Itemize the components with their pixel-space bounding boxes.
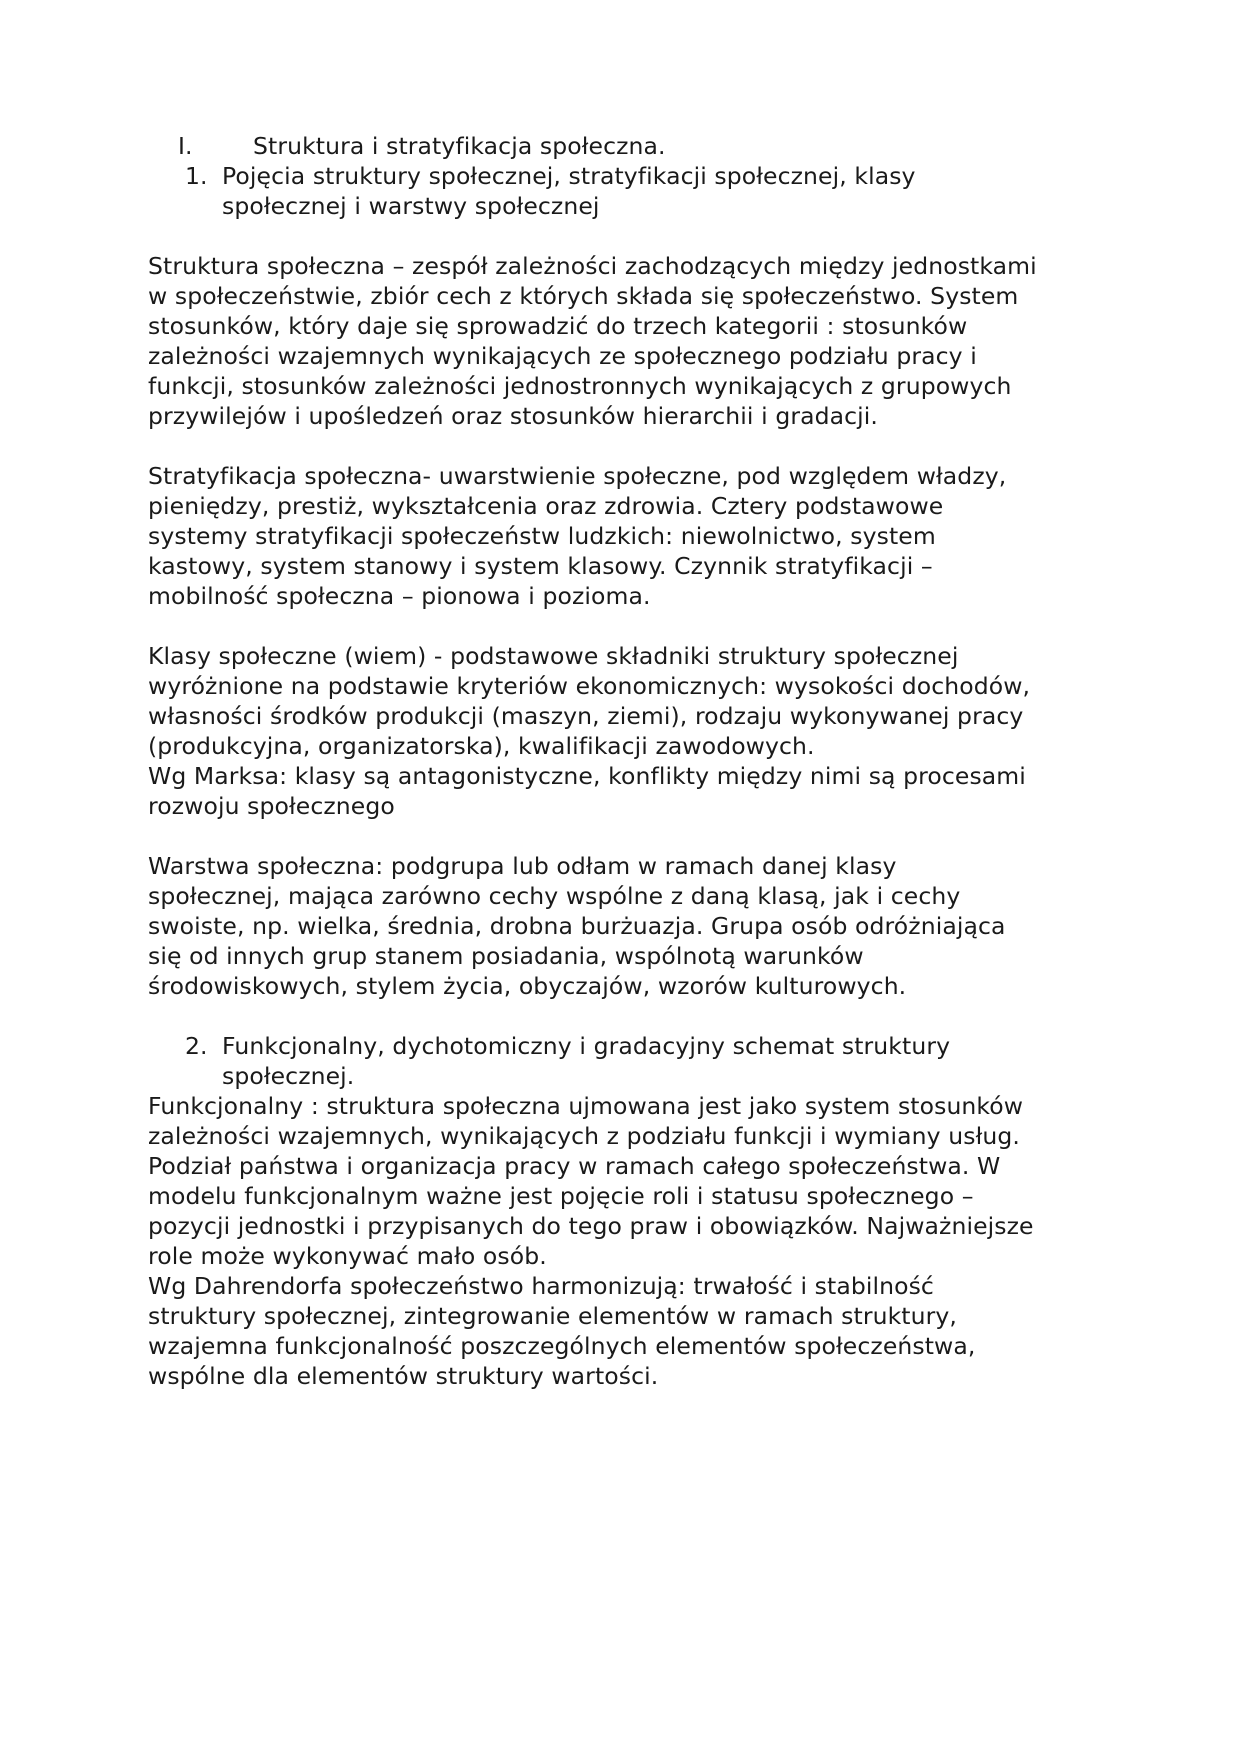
paragraph-line: środowiskowych, stylem życia, obyczajów, wzorów kulturowych. xyxy=(148,972,907,1000)
paragraph-line: społecznej, mająca zarówno cechy wspólne z daną klasą, jak i cechy xyxy=(148,882,961,910)
paragraph-line: wspólne dla elementów struktury wartości. xyxy=(148,1362,659,1390)
paragraph-line: własności środków produkcji (maszyn, ziemi), rodzaju wykonywanej pracy xyxy=(148,702,1024,730)
paragraph-line: zależności wzajemnych wynikających ze społecznego podziału pracy i xyxy=(148,342,977,370)
paragraph-line: Struktura społeczna – zespół zależności zachodzących między jednostkami xyxy=(148,252,1037,280)
paragraph-line: przywilejów i upośledzeń oraz stosunków hierarchii i gradacji. xyxy=(148,402,878,430)
paragraph-line: Wg Marksa: klasy są antagonistyczne, konflikty między nimi są procesami xyxy=(148,762,1026,790)
paragraph-line: wyróżnione na podstawie kryteriów ekonomicznych: wysokości dochodów, xyxy=(148,672,1031,700)
subheading-1-number: 1. xyxy=(185,162,208,190)
paragraph-line: kastowy, system stanowy i system klasowy. Czynnik stratyfikacji – xyxy=(148,552,933,580)
paragraph-line: w społeczeństwie, zbiór cech z których składa się społeczeństwo. System xyxy=(148,282,1019,310)
paragraph-line: (produkcyjna, organizatorska), kwalifikacji zawodowych. xyxy=(148,732,815,760)
heading-numeral: I. xyxy=(178,132,193,160)
paragraph-line: Wg Dahrendorfa społeczeństwo harmonizują: trwałość i stabilność xyxy=(148,1272,934,1300)
paragraph-line: zależności wzajemnych, wynikających z podziału funkcji i wymiany usług. xyxy=(148,1122,1020,1150)
subheading-2-line: społecznej. xyxy=(222,1062,355,1090)
paragraph-line: pozycji jednostki i przypisanych do tego praw i obowiązków. Najważniejsze xyxy=(148,1212,1034,1240)
paragraph-line: pieniędzy, prestiż, wykształcenia oraz zdrowia. Cztery podstawowe xyxy=(148,492,944,520)
paragraph-line: Podział państwa i organizacja pracy w ramach całego społeczeństwa. W xyxy=(148,1152,1001,1180)
paragraph-line: mobilność społeczna – pionowa i pozioma. xyxy=(148,582,651,610)
paragraph-line: systemy stratyfikacji społeczeństw ludzkich: niewolnictwo, system xyxy=(148,522,936,550)
subheading-1-line: Pojęcia struktury społecznej, stratyfikacji społecznej, klasy xyxy=(222,162,916,190)
paragraph-line: stosunków, który daje się sprowadzić do trzech kategorii : stosunków xyxy=(148,312,968,340)
subheading-2-line: Funkcjonalny, dychotomiczny i gradacyjny schemat struktury xyxy=(222,1032,951,1060)
paragraph-line: role może wykonywać mało osób. xyxy=(148,1242,547,1270)
paragraph-line: wzajemna funkcjonalność poszczególnych elementów społeczeństwa, xyxy=(148,1332,976,1360)
paragraph-line: Warstwa społeczna: podgrupa lub odłam w ramach danej klasy xyxy=(148,852,897,880)
paragraph-line: Stratyfikacja społeczna- uwarstwienie społeczne, pod względem władzy, xyxy=(148,462,1007,490)
subheading-1-line: społecznej i warstwy społecznej xyxy=(222,192,600,220)
paragraph-line: funkcji, stosunków zależności jednostronnych wynikających z grupowych xyxy=(148,372,1012,400)
paragraph-line: Klasy społeczne (wiem) - podstawowe składniki struktury społecznej xyxy=(148,642,959,670)
paragraph-line: modelu funkcjonalnym ważne jest pojęcie roli i statusu społecznego – xyxy=(148,1182,974,1210)
subheading-2-number: 2. xyxy=(185,1032,208,1060)
paragraph-line: Funkcjonalny : struktura społeczna ujmowana jest jako system stosunków xyxy=(148,1092,1024,1120)
paragraph-line: struktury społecznej, zintegrowanie elementów w ramach struktury, xyxy=(148,1302,957,1330)
heading-title: Struktura i stratyfikacja społeczna. xyxy=(253,132,666,160)
paragraph-line: rozwoju społecznego xyxy=(148,792,395,820)
paragraph-line: swoiste, np. wielka, średnia, drobna burżuazja. Grupa osób odróżniająca xyxy=(148,912,1006,940)
paragraph-line: się od innych grup stanem posiadania, wspólnotą warunków xyxy=(148,942,864,970)
